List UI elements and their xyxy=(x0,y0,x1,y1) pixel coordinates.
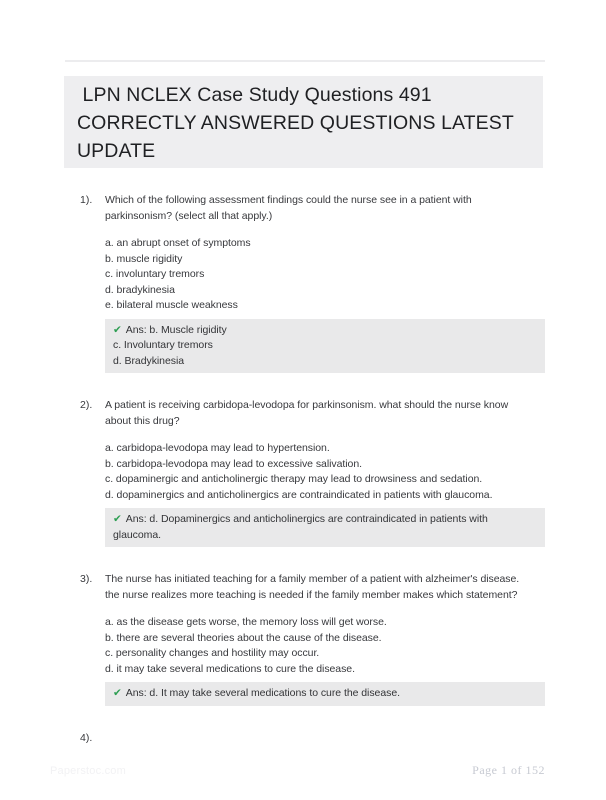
question-line: Which of the following assessment findings could the nurse see in a patient with xyxy=(105,194,472,206)
options-list xyxy=(105,441,545,503)
answer-box xyxy=(105,319,545,374)
option-line: d. it may take several medications to cure the disease. xyxy=(105,662,355,675)
question-line: The nurse has initiated teaching for a family member of a patient with alzheimer's disease. xyxy=(105,573,520,585)
top-divider xyxy=(65,60,545,62)
page-title-line: CORRECTLY ANSWERED QUESTIONS LATEST xyxy=(77,112,514,134)
option-line: c. personality changes and hostility may occur. xyxy=(105,647,320,659)
question-number: 4). xyxy=(80,731,93,744)
question-line: about this drug? xyxy=(105,414,180,427)
page-title-line: LPN NCLEX Case Study Questions 491 xyxy=(77,84,432,106)
question-line: parkinsonism? (select all that apply.) xyxy=(105,209,273,222)
answer-box xyxy=(105,508,545,547)
option-line: b. there are several theories about the cause of the disease. xyxy=(105,631,382,644)
title-banner xyxy=(64,76,543,168)
question-text xyxy=(105,572,545,603)
page-title-line: UPDATE xyxy=(77,140,156,162)
answer-line: ✔ Ans: d. Dopaminergics and anticholinergics are contraindicated in patients with xyxy=(113,513,488,525)
option-line: a. as the disease gets worse, the memory loss will get worse. xyxy=(105,616,387,628)
answer-line: d. Bradykinesia xyxy=(113,354,185,367)
answer-line: c. Involuntary tremors xyxy=(113,339,213,351)
question-block xyxy=(65,572,545,706)
question-line: the nurse realizes more teaching is needed if the family member makes which statement? xyxy=(105,588,518,601)
option-line: b. muscle rigidity xyxy=(105,252,183,265)
check-icon: ✔ xyxy=(113,323,122,336)
option-line: a. carbidopa-levodopa may lead to hypertension. xyxy=(105,442,330,454)
option-line: c. dopaminergic and anticholinergic therapy may lead to drowsiness and sedation. xyxy=(105,473,483,485)
footer-page-number: Page 1 of 152 xyxy=(472,763,545,777)
option-line: a. an abrupt onset of symptoms xyxy=(105,237,251,249)
options-list xyxy=(105,236,545,314)
answer-line: ✔ Ans: b. Muscle rigidity xyxy=(113,323,227,336)
option-line: b. carbidopa-levodopa may lead to excessive salivation. xyxy=(105,457,362,470)
question-number: 3). xyxy=(80,573,93,585)
footer-watermark: Paperstoc.com xyxy=(50,765,126,777)
options-list xyxy=(105,615,545,677)
answer-box xyxy=(105,682,545,706)
answer-line: ✔ Ans: d. It may take several medications to cure the disease. xyxy=(113,687,400,699)
questions-container xyxy=(65,193,545,744)
question-text xyxy=(105,193,545,224)
check-icon: ✔ xyxy=(113,687,122,699)
option-line: d. bradykinesia xyxy=(105,283,175,296)
question-number: 1). xyxy=(80,194,93,206)
option-line: d. dopaminergics and anticholinergics are contraindicated in patients with glaucoma. xyxy=(105,488,493,501)
question-line: A patient is receiving carbidopa-levodopa for parkinsonism. what should the nurse know xyxy=(105,399,509,411)
option-line: c. involuntary tremors xyxy=(105,268,205,280)
answer-line: glaucoma. xyxy=(113,528,161,541)
check-icon: ✔ xyxy=(113,513,122,525)
question-block xyxy=(65,398,545,547)
question-number: 2). xyxy=(80,399,93,411)
option-line: e. bilateral muscle weakness xyxy=(105,299,238,311)
question-block xyxy=(65,193,545,373)
question-text xyxy=(105,398,545,429)
